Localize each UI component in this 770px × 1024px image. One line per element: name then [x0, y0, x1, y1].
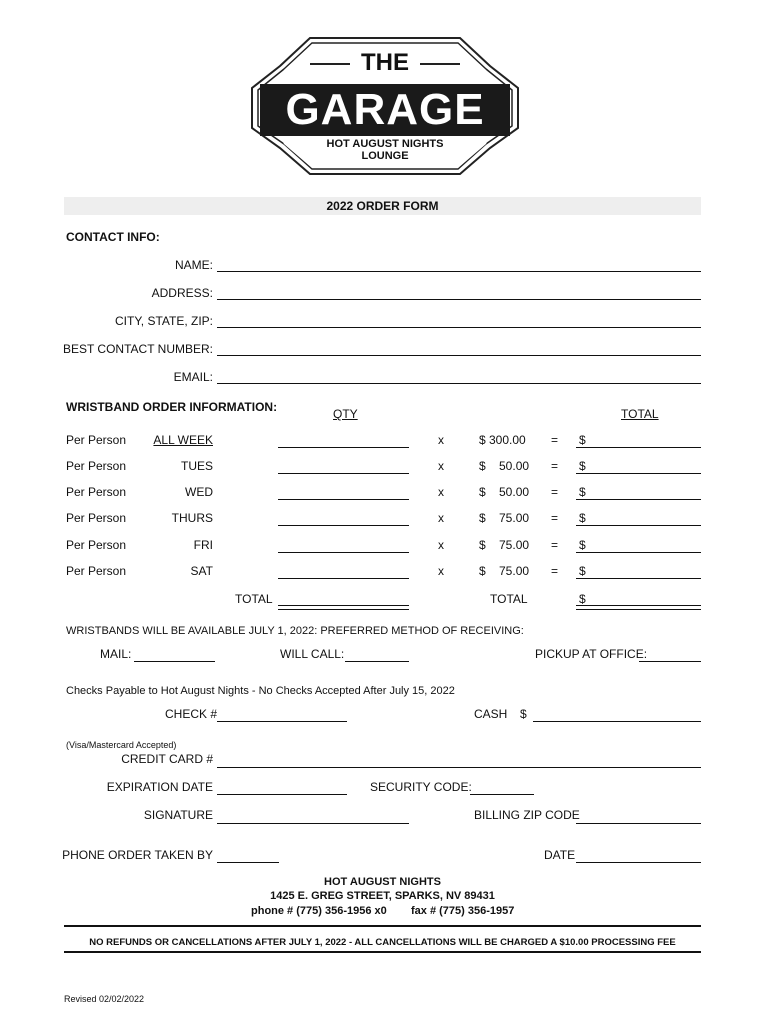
cash-label: CASH	[474, 707, 508, 721]
city-state-zip-label: CITY, STATE, ZIP:	[114, 314, 213, 328]
qty-input-fri[interactable]	[278, 552, 409, 553]
qty-total-label: TOTAL	[235, 592, 273, 606]
security-code-label: SECURITY CODE:	[370, 780, 472, 794]
total-input-tues[interactable]	[576, 473, 701, 474]
price-total-label: TOTAL	[490, 592, 528, 606]
row-dollar: $	[579, 485, 586, 499]
billing-zip-field[interactable]	[576, 823, 701, 824]
row-day: SAT	[190, 564, 213, 578]
garage-logo	[250, 36, 520, 176]
row-equals: =	[551, 459, 559, 473]
contact-number-label: BEST CONTACT NUMBER:	[62, 342, 213, 356]
row-day: ALL WEEK	[153, 433, 213, 447]
expiration-label: EXPIRATION DATE	[106, 780, 213, 794]
row-dollar: $	[579, 564, 586, 578]
name-field[interactable]	[217, 271, 701, 272]
row-equals: =	[551, 564, 559, 578]
email-field[interactable]	[217, 383, 701, 384]
check-label: CHECK #	[165, 707, 218, 721]
qty-header: QTY	[333, 407, 358, 421]
address-field[interactable]	[217, 299, 701, 300]
row-price: $ 75.00	[479, 564, 530, 578]
row-times: x	[438, 538, 444, 552]
cash-field[interactable]	[533, 721, 701, 722]
will-call-label: WILL CALL:	[280, 647, 345, 661]
row-day: THURS	[171, 511, 213, 525]
wristband-heading: WRISTBAND ORDER INFORMATION:	[66, 400, 278, 414]
row-per-person: Per Person	[66, 511, 127, 525]
logo-the: THE	[361, 49, 409, 76]
refund-bottom-rule	[64, 951, 701, 953]
row-dollar: $	[579, 538, 586, 552]
mail-label: MAIL:	[100, 647, 132, 661]
city-state-zip-field[interactable]	[217, 327, 701, 328]
row-per-person: Per Person	[66, 433, 127, 447]
row-day: FRI	[193, 538, 213, 552]
expiration-field[interactable]	[217, 794, 347, 795]
qty-input-wed[interactable]	[278, 499, 409, 500]
row-equals: =	[551, 485, 559, 499]
row-dollar: $	[579, 511, 586, 525]
will-call-field[interactable]	[345, 661, 409, 662]
row-equals: =	[551, 511, 559, 525]
row-day: TUES	[180, 459, 213, 473]
logo-subtitle-2: LOUNGE	[361, 150, 409, 162]
qty-input-all-week[interactable]	[278, 447, 409, 448]
qty-input-tues[interactable]	[278, 473, 409, 474]
row-equals: =	[551, 433, 559, 447]
row-per-person: Per Person	[66, 459, 127, 473]
page-title: 2022 ORDER FORM	[326, 199, 439, 213]
cash-dollar: $	[520, 707, 527, 721]
date-field[interactable]	[576, 862, 701, 863]
phone-order-label: PHONE ORDER TAKEN BY	[62, 848, 213, 862]
row-price: $ 50.00	[479, 485, 530, 499]
total-input-thurs[interactable]	[576, 525, 701, 526]
total-header: TOTAL	[621, 407, 659, 421]
checks-note: Checks Payable to Hot August Nights - No Checks Accepted After July 15, 2022	[66, 685, 455, 697]
address-label: ADDRESS:	[151, 286, 213, 300]
logo-garage: GARAGE	[285, 85, 485, 134]
row-per-person: Per Person	[66, 538, 127, 552]
row-times: x	[438, 485, 444, 499]
refund-note: NO REFUNDS OR CANCELLATIONS AFTER JULY 1, 2022 - ALL CANCELLATIONS WILL BE CHARGED A $10.00 PROCESSING FEE	[89, 937, 676, 948]
total-input-fri[interactable]	[576, 552, 701, 553]
pickup-field[interactable]	[639, 661, 701, 662]
grand-total-field[interactable]	[576, 605, 701, 610]
total-input-sat[interactable]	[576, 578, 701, 579]
pickup-label: PICKUP AT OFFICE:	[535, 647, 648, 661]
row-times: x	[438, 564, 444, 578]
email-label: EMAIL:	[173, 370, 213, 384]
security-code-field[interactable]	[470, 794, 534, 795]
qty-input-sat[interactable]	[278, 578, 409, 579]
billing-zip-label: BILLING ZIP CODE	[474, 808, 580, 822]
revised-date: Revised 02/02/2022	[64, 994, 145, 1004]
row-price: $ 75.00	[479, 511, 530, 525]
row-times: x	[438, 433, 444, 447]
row-equals: =	[551, 538, 559, 552]
logo-subtitle-1: HOT AUGUST NIGHTS	[326, 138, 444, 150]
check-field[interactable]	[217, 721, 347, 722]
name-label: NAME:	[174, 258, 213, 272]
receiving-note: WRISTBANDS WILL BE AVAILABLE JULY 1, 2022: PREFERRED METHOD OF RECEIVING:	[66, 625, 524, 637]
row-dollar: $	[579, 433, 586, 447]
row-price: $ 75.00	[479, 538, 530, 552]
row-price: $ 300.00	[479, 433, 526, 447]
row-times: x	[438, 459, 444, 473]
grand-total-dollar: $	[579, 592, 586, 606]
row-times: x	[438, 511, 444, 525]
qty-total-field[interactable]	[278, 605, 409, 610]
credit-card-label: CREDIT CARD #	[121, 752, 213, 766]
footer-org: HOT AUGUST NIGHTS	[324, 876, 441, 888]
row-per-person: Per Person	[66, 564, 127, 578]
credit-card-field[interactable]	[217, 767, 701, 768]
qty-input-thurs[interactable]	[278, 525, 409, 526]
signature-label: SIGNATURE	[143, 808, 213, 822]
visa-note: (Visa/Mastercard Accepted)	[66, 740, 177, 750]
row-price: $ 50.00	[479, 459, 530, 473]
footer-fax: fax # (775) 356-1957	[411, 905, 515, 917]
mail-field[interactable]	[134, 661, 215, 662]
total-input-all-week[interactable]	[576, 447, 701, 448]
date-label: DATE	[544, 848, 576, 862]
footer-address: 1425 E. GREG STREET, SPARKS, NV 89431	[270, 890, 495, 902]
contact-number-field[interactable]	[217, 355, 701, 356]
phone-order-field[interactable]	[217, 862, 279, 863]
footer-phone: phone # (775) 356-1956 x0	[251, 905, 387, 917]
total-input-wed[interactable]	[576, 499, 701, 500]
row-day: WED	[185, 485, 213, 499]
refund-top-rule	[64, 925, 701, 927]
signature-field[interactable]	[217, 823, 409, 824]
row-dollar: $	[579, 459, 586, 473]
row-per-person: Per Person	[66, 485, 127, 499]
contact-heading: CONTACT INFO:	[66, 230, 160, 244]
